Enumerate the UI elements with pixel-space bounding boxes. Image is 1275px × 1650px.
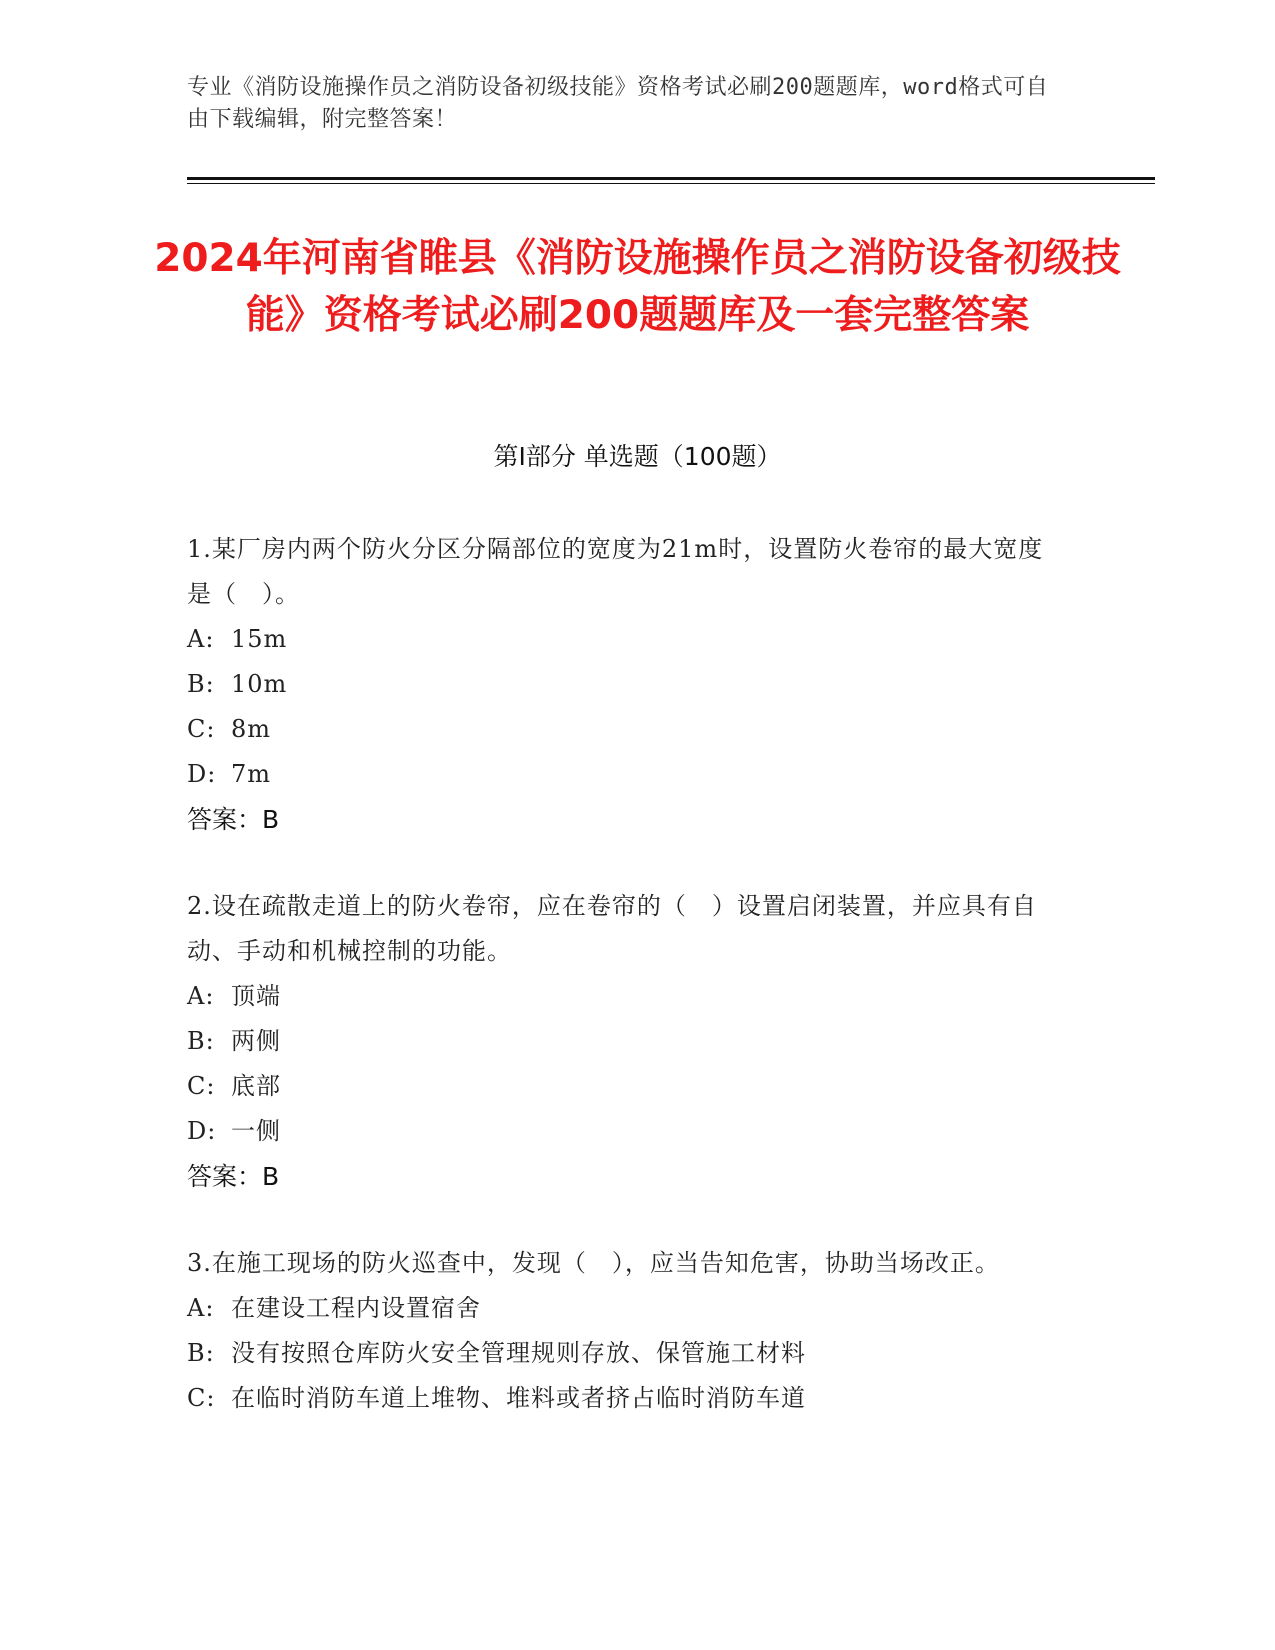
option-key: C: [187,1384,216,1412]
option-a [187,1286,1067,1331]
option-d [187,1109,1067,1154]
option-a [187,974,1067,1019]
option-key: D: [187,1117,217,1145]
option-key: C: [187,1072,216,1100]
header-note: 专业《消防设施操作员之消防设备初级技能》资格考试必刷200题题库，word格式可自由下载编辑，附完整答案！ [187,75,1049,132]
question-1 [187,527,1067,842]
option-key: B: [187,1027,215,1055]
option-c [187,1376,1067,1421]
section-title: 第Ⅰ部分 单选题（100题） [493,442,782,471]
option-text: 7m [231,760,272,788]
answer-line: 答案：B [187,805,280,834]
question-stem: 1.某厂房内两个防火分区分隔部位的宽度为21m时，设置防火卷帘的最大宽度是（ ）。 [187,535,1044,608]
option-text: 两侧 [231,1027,281,1055]
option-text: 10m [231,670,288,698]
option-text: 一侧 [231,1117,281,1145]
option-d [187,752,1067,797]
option-key: B: [187,670,215,698]
option-b [187,662,1067,707]
option-a [187,617,1067,662]
document-title: 2024年河南省睢县《消防设施操作员之消防设备初级技能》资格考试必刷200题题库及一套完整答案 [154,236,1121,338]
option-text: 顶端 [231,982,281,1010]
option-c [187,1064,1067,1109]
option-text: 15m [231,625,288,653]
header-rule-thin [187,183,1155,184]
option-text: 底部 [231,1072,281,1100]
question-stem: 3.在施工现场的防火巡查中，发现（ ），应当告知危害，协助当场改正。 [187,1249,1000,1277]
question-stem: 2.设在疏散走道上的防火卷帘，应在卷帘的（ ）设置启闭装置，并应具有自动、手动和机械控制的功能。 [187,892,1037,965]
option-text: 在临时消防车道上堆物、堆料或者挤占临时消防车道 [231,1384,806,1412]
option-key: D: [187,760,217,788]
option-key: B: [187,1339,215,1367]
option-key: A: [187,625,215,653]
option-c [187,707,1067,752]
option-text: 没有按照仓库防火安全管理规则存放、保管施工材料 [231,1339,806,1367]
option-b [187,1331,1067,1376]
option-b [187,1019,1067,1064]
option-text: 8m [231,715,272,743]
option-text: 在建设工程内设置宿舍 [231,1294,481,1322]
question-list [187,527,1067,1463]
option-key: C: [187,715,216,743]
option-key: A: [187,982,215,1010]
question-3 [187,1241,1067,1421]
question-2 [187,884,1067,1199]
header-rule-thick [187,177,1155,180]
answer-line: 答案：B [187,1162,280,1191]
option-key: A: [187,1294,215,1322]
